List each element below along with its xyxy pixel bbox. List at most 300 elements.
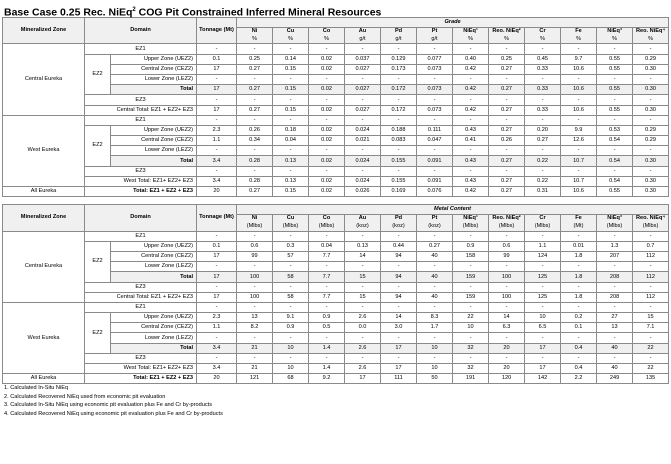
value-cell: 20 [197, 374, 237, 384]
value-cell: - [197, 302, 237, 312]
value-cell: 0.021 [345, 136, 381, 146]
value-cell: - [309, 74, 345, 84]
value-cell: 0.27 [489, 156, 525, 166]
value-cell: 121 [237, 374, 273, 384]
value-cell: - [197, 282, 237, 292]
value-cell: 0.27 [237, 105, 273, 115]
col-header-name: NiEq³ [607, 28, 622, 35]
value-cell: 3.4 [197, 156, 237, 166]
value-cell: - [273, 44, 309, 54]
value-cell: 0.15 [273, 105, 309, 115]
value-cell: - [633, 166, 669, 176]
value-cell: - [597, 282, 633, 292]
value-cell: - [381, 95, 417, 105]
col-header-name: Cu [286, 215, 295, 222]
value-cell: 9.2 [309, 374, 345, 384]
value-cell: - [489, 262, 525, 272]
value-cell: 14 [489, 313, 525, 323]
value-cell: 0.42 [453, 105, 489, 115]
value-cell: - [453, 333, 489, 343]
value-cell: - [525, 115, 561, 125]
value-cell: - [237, 146, 273, 156]
col-header-unit: (koz) [428, 222, 441, 229]
value-cell: 0.6 [237, 241, 273, 251]
value-cell: - [561, 262, 597, 272]
value-cell: 2.3 [197, 125, 237, 135]
subdomain-label: Upper Zone (UEZ2) [111, 54, 197, 64]
value-cell: 112 [633, 292, 669, 302]
value-cell: - [453, 44, 489, 54]
value-cell: - [381, 44, 417, 54]
value-cell: - [309, 166, 345, 176]
value-cell: 68 [273, 374, 309, 384]
col-header-name: Ni [251, 215, 258, 222]
value-cell: 1.8 [561, 292, 597, 302]
value-cell: 1.4 [309, 364, 345, 374]
value-cell: 0.073 [417, 105, 453, 115]
value-cell: - [273, 231, 309, 241]
value-cell: 3.4 [197, 343, 237, 353]
value-cell: - [525, 146, 561, 156]
value-cell: 20 [489, 343, 525, 353]
col-header [561, 28, 597, 44]
footnote: 2. Calculated Recovered NiEq used from economic pit evaluation [4, 393, 166, 400]
col-header [453, 215, 489, 231]
value-cell: 14 [345, 251, 381, 261]
value-cell: 0.29 [633, 136, 669, 146]
domain-label: EZ1 [85, 302, 197, 312]
value-cell: 0.169 [381, 187, 417, 197]
value-cell: 0.30 [633, 85, 669, 95]
value-cell: 20 [489, 364, 525, 374]
value-cell: 0.15 [273, 64, 309, 74]
value-cell: 0.29 [633, 125, 669, 135]
value-cell: 0.13 [273, 156, 309, 166]
value-cell: 0.55 [597, 64, 633, 74]
value-cell: 40 [597, 343, 633, 353]
value-cell: 10 [273, 364, 309, 374]
value-cell: - [345, 115, 381, 125]
value-cell: 40 [417, 251, 453, 261]
value-cell: 0.30 [633, 176, 669, 186]
value-cell: - [309, 353, 345, 363]
col-header-name: Reo. NiEq² [492, 215, 521, 222]
col-header [597, 215, 633, 231]
value-cell: 0.30 [633, 187, 669, 197]
value-cell: 0.27 [417, 241, 453, 251]
value-cell: - [633, 74, 669, 84]
value-cell: 7.7 [309, 292, 345, 302]
value-cell: 0.02 [309, 54, 345, 64]
domain-group-label: EZ2 [85, 313, 111, 354]
value-cell: - [237, 166, 273, 176]
value-cell: 208 [597, 272, 633, 282]
zone-total-label: Central Total: EZ1 + EZ2+ EZ3 [85, 292, 197, 302]
table-row [3, 241, 669, 251]
value-cell: - [309, 333, 345, 343]
table-row [3, 282, 669, 292]
value-cell: 0.40 [453, 54, 489, 64]
value-cell: - [417, 115, 453, 125]
value-cell: 17 [381, 364, 417, 374]
value-cell: - [525, 95, 561, 105]
value-cell: 22 [453, 313, 489, 323]
value-cell: 0.55 [597, 85, 633, 95]
value-cell: 10 [453, 323, 489, 333]
value-cell: 1.8 [561, 272, 597, 282]
zone-total-label: Central Total: EZ1 + EZ2+ EZ3 [85, 105, 197, 115]
value-cell: - [489, 333, 525, 343]
value-cell: - [525, 231, 561, 241]
value-cell: 10 [525, 313, 561, 323]
subdomain-label: Upper Zone (UEZ2) [111, 241, 197, 251]
value-cell: 0.18 [273, 125, 309, 135]
value-cell: 0.33 [525, 64, 561, 74]
value-cell: 125 [525, 292, 561, 302]
value-cell: - [381, 231, 417, 241]
value-cell: 120 [489, 374, 525, 384]
value-cell: - [417, 333, 453, 343]
subdomain-label: Central Zone (CEZ2) [111, 323, 197, 333]
col-header-name: Au [358, 28, 367, 35]
value-cell: 94 [381, 251, 417, 261]
value-cell: 10.7 [561, 156, 597, 166]
value-cell: 0.173 [381, 64, 417, 74]
value-cell: - [237, 44, 273, 54]
value-cell: - [237, 282, 273, 292]
value-cell: 208 [597, 292, 633, 302]
value-cell: 0.13 [345, 241, 381, 251]
footnote: 1. Calculated In-Situ NiEq [4, 385, 69, 392]
value-cell: - [273, 282, 309, 292]
zone-total-label: West Total: EZ1+ EZ2+ EZ3 [85, 364, 197, 374]
value-cell: 0.44 [381, 241, 417, 251]
value-cell: 159 [453, 272, 489, 282]
col-header-name: Fe [575, 28, 582, 35]
value-cell: 0.1 [197, 241, 237, 251]
value-cell: - [345, 166, 381, 176]
value-cell: - [197, 115, 237, 125]
value-cell: - [453, 115, 489, 125]
value-cell: 21 [237, 343, 273, 353]
value-cell: - [273, 262, 309, 272]
value-cell: 111 [381, 374, 417, 384]
value-cell: - [417, 282, 453, 292]
value-cell: 0.077 [417, 54, 453, 64]
value-cell: - [197, 353, 237, 363]
value-cell: 0.155 [381, 156, 417, 166]
value-cell: - [633, 146, 669, 156]
value-cell: 58 [273, 292, 309, 302]
value-cell: 0.22 [525, 156, 561, 166]
value-cell: - [633, 115, 669, 125]
value-cell: - [597, 146, 633, 156]
value-cell: - [561, 44, 597, 54]
value-cell: - [561, 231, 597, 241]
value-cell: - [237, 74, 273, 84]
value-cell: 0.54 [597, 156, 633, 166]
grand-total-row [3, 374, 669, 384]
table-row [3, 115, 669, 125]
footnote: 4. Calculated Recovered NiEq using economic pit evaluation plus Fe and Cr by-products [4, 410, 223, 417]
value-cell: 17 [197, 272, 237, 282]
col-header-unit: (Mlbs) [282, 222, 299, 229]
value-cell: - [525, 353, 561, 363]
value-cell: 0.026 [345, 187, 381, 197]
value-cell: 57 [273, 251, 309, 261]
value-cell: 3.4 [197, 364, 237, 374]
value-cell: - [273, 333, 309, 343]
value-cell: 100 [489, 272, 525, 282]
value-cell: - [197, 333, 237, 343]
col-header-unit: % [504, 35, 509, 42]
domain-label: EZ3 [85, 353, 197, 363]
table-row [3, 176, 669, 186]
value-cell: 10.6 [561, 187, 597, 197]
value-cell: - [345, 333, 381, 343]
value-cell: - [561, 74, 597, 84]
table-row [3, 44, 669, 54]
value-cell: - [309, 146, 345, 156]
value-cell: 21 [237, 364, 273, 374]
value-cell: - [489, 231, 525, 241]
value-cell: 9.7 [561, 54, 597, 64]
value-cell: 0.41 [453, 136, 489, 146]
value-cell: 0.53 [597, 125, 633, 135]
value-cell: 0.34 [237, 136, 273, 146]
value-cell: 0.9 [273, 323, 309, 333]
value-cell: - [489, 302, 525, 312]
page-title: Base Case 0.25 Rec. NiEq$^2$ COG Pit Constrained Inferred Mineral Resources [4, 6, 382, 19]
table-row [3, 292, 669, 302]
col-header-name: Cr [539, 215, 546, 222]
col-header [273, 28, 309, 44]
value-cell: - [597, 231, 633, 241]
value-cell: 8.2 [237, 323, 273, 333]
value-cell: 6.5 [525, 323, 561, 333]
value-cell: - [417, 74, 453, 84]
value-cell: 0.4 [561, 364, 597, 374]
value-cell: 0.42 [453, 187, 489, 197]
value-cell: 10 [273, 343, 309, 353]
value-cell: - [597, 115, 633, 125]
value-cell: - [453, 353, 489, 363]
value-cell: 2.6 [345, 364, 381, 374]
value-cell: 0.9 [453, 241, 489, 251]
value-cell: 0.27 [525, 136, 561, 146]
subdomain-label: Upper Zone (UEZ2) [111, 125, 197, 135]
col-header-name: Fe [575, 215, 582, 222]
value-cell: 2.2 [561, 374, 597, 384]
value-cell: 1.3 [597, 241, 633, 251]
col-header-name: Pt [431, 215, 438, 222]
total-label: Total [111, 156, 197, 166]
value-cell: 22 [633, 343, 669, 353]
domain-label: EZ1 [85, 231, 197, 241]
value-cell: - [237, 95, 273, 105]
value-cell: - [273, 74, 309, 84]
value-cell: 94 [381, 272, 417, 282]
value-cell: - [237, 353, 273, 363]
value-cell: 0.43 [453, 176, 489, 186]
col-header-zone: Mineralized Zone [3, 205, 85, 231]
value-cell: - [197, 44, 237, 54]
col-header-name: Cu [286, 28, 295, 35]
value-cell: - [597, 302, 633, 312]
value-cell: - [597, 333, 633, 343]
col-header-unit: % [576, 35, 581, 42]
value-cell: - [197, 95, 237, 105]
col-header-name: Co [322, 28, 331, 35]
col-header-name: Pd [394, 28, 403, 35]
value-cell: 14 [381, 313, 417, 323]
value-cell: - [633, 333, 669, 343]
value-cell: 10.7 [561, 176, 597, 186]
subdomain-label: Central Zone (CEZ2) [111, 64, 197, 74]
value-cell: 0.02 [309, 187, 345, 197]
value-cell: - [417, 262, 453, 272]
subdomain-label: Upper Zone (UEZ2) [111, 313, 197, 323]
value-cell: 0.20 [525, 125, 561, 135]
value-cell: - [561, 146, 597, 156]
grand-total-label: Total: EZ1 + EZ2 + EZ3 [85, 187, 197, 197]
value-cell: 17 [381, 343, 417, 353]
col-header-unit: (koz) [356, 222, 369, 229]
col-header-unit: (Mlbs) [534, 222, 551, 229]
value-cell: 0.27 [489, 105, 525, 115]
col-header-unit: (Mlbs) [606, 222, 623, 229]
value-cell: 0.5 [309, 323, 345, 333]
col-header-name: Pd [394, 215, 403, 222]
value-cell: - [345, 262, 381, 272]
value-cell: - [345, 353, 381, 363]
col-header-unit: (Mlbs) [642, 222, 659, 229]
value-cell: 1.1 [525, 241, 561, 251]
value-cell: - [597, 353, 633, 363]
col-header-unit: (Mt) [573, 222, 584, 229]
value-cell: 0.073 [417, 64, 453, 74]
value-cell: - [417, 146, 453, 156]
value-cell: - [525, 74, 561, 84]
zone-label: West Eureka [3, 115, 85, 186]
value-cell: 17 [525, 343, 561, 353]
value-cell: 0.54 [597, 176, 633, 186]
value-cell: - [237, 333, 273, 343]
value-cell: 0.02 [309, 176, 345, 186]
value-cell: 27 [597, 313, 633, 323]
value-cell: - [273, 146, 309, 156]
domain-label: EZ3 [85, 282, 197, 292]
value-cell: 0.45 [525, 54, 561, 64]
value-cell: 112 [633, 251, 669, 261]
value-cell: 17 [525, 364, 561, 374]
value-cell: 0.037 [345, 54, 381, 64]
col-header [309, 28, 345, 44]
value-cell: - [525, 333, 561, 343]
value-cell: 0.047 [417, 136, 453, 146]
value-cell: 125 [525, 272, 561, 282]
col-header-name: Reo. NiEq⁴ [635, 28, 666, 35]
value-cell: - [197, 262, 237, 272]
value-cell: 0.55 [597, 187, 633, 197]
value-cell: 0.31 [525, 187, 561, 197]
value-cell: 0.04 [273, 136, 309, 146]
table-spacer [0, 197, 671, 204]
value-cell: 158 [453, 251, 489, 261]
subdomain-label: Central Zone (CEZ2) [111, 251, 197, 261]
value-cell: 0.27 [489, 85, 525, 95]
value-cell: 0.27 [237, 85, 273, 95]
domain-label: EZ1 [85, 44, 197, 54]
value-cell: - [197, 166, 237, 176]
col-header [453, 28, 489, 44]
value-cell: 0.43 [453, 156, 489, 166]
value-cell: 207 [597, 251, 633, 261]
col-header-unit: % [540, 35, 545, 42]
value-cell: - [237, 115, 273, 125]
value-cell: 17 [197, 251, 237, 261]
value-cell: 0.076 [417, 187, 453, 197]
grand-total-label: Total: EZ1 + EZ2 + EZ3 [85, 374, 197, 384]
value-cell: 7.7 [309, 251, 345, 261]
value-cell: - [309, 282, 345, 292]
table-row [3, 364, 669, 374]
value-cell: 3.0 [381, 323, 417, 333]
value-cell: 12.6 [561, 136, 597, 146]
value-cell: - [561, 302, 597, 312]
grand-total-row [3, 187, 669, 197]
value-cell: 0.27 [489, 187, 525, 197]
value-cell: 13 [237, 313, 273, 323]
value-cell: - [597, 262, 633, 272]
value-cell: 2.6 [345, 343, 381, 353]
value-cell: - [597, 95, 633, 105]
value-cell: 0.15 [273, 85, 309, 95]
value-cell: - [489, 146, 525, 156]
value-cell: 0.172 [381, 85, 417, 95]
header-row [3, 205, 669, 215]
value-cell: - [309, 95, 345, 105]
value-cell: - [273, 302, 309, 312]
value-cell: 17 [345, 374, 381, 384]
value-cell: - [309, 44, 345, 54]
col-header-unit: % [324, 35, 329, 42]
value-cell: - [561, 333, 597, 343]
value-cell: - [489, 353, 525, 363]
value-cell: 100 [237, 292, 273, 302]
value-cell: 10 [417, 364, 453, 374]
value-cell: - [381, 115, 417, 125]
value-cell: 8.3 [417, 313, 453, 323]
col-header-unit: g/t [359, 35, 366, 42]
col-header-name: Reo. NiEq² [492, 28, 521, 35]
value-cell: 0.25 [237, 54, 273, 64]
value-cell: - [489, 95, 525, 105]
value-cell: - [561, 166, 597, 176]
value-cell: 17 [197, 105, 237, 115]
value-cell: - [381, 166, 417, 176]
value-cell: 0.02 [309, 136, 345, 146]
value-cell: 2.3 [197, 313, 237, 323]
value-cell: 0.2 [561, 313, 597, 323]
col-header [633, 28, 669, 44]
value-cell: 249 [597, 374, 633, 384]
value-cell: 10.6 [561, 105, 597, 115]
value-cell: - [633, 262, 669, 272]
group-header: Metal Content [237, 205, 669, 215]
value-cell: 0.55 [597, 54, 633, 64]
value-cell: 0.22 [525, 176, 561, 186]
